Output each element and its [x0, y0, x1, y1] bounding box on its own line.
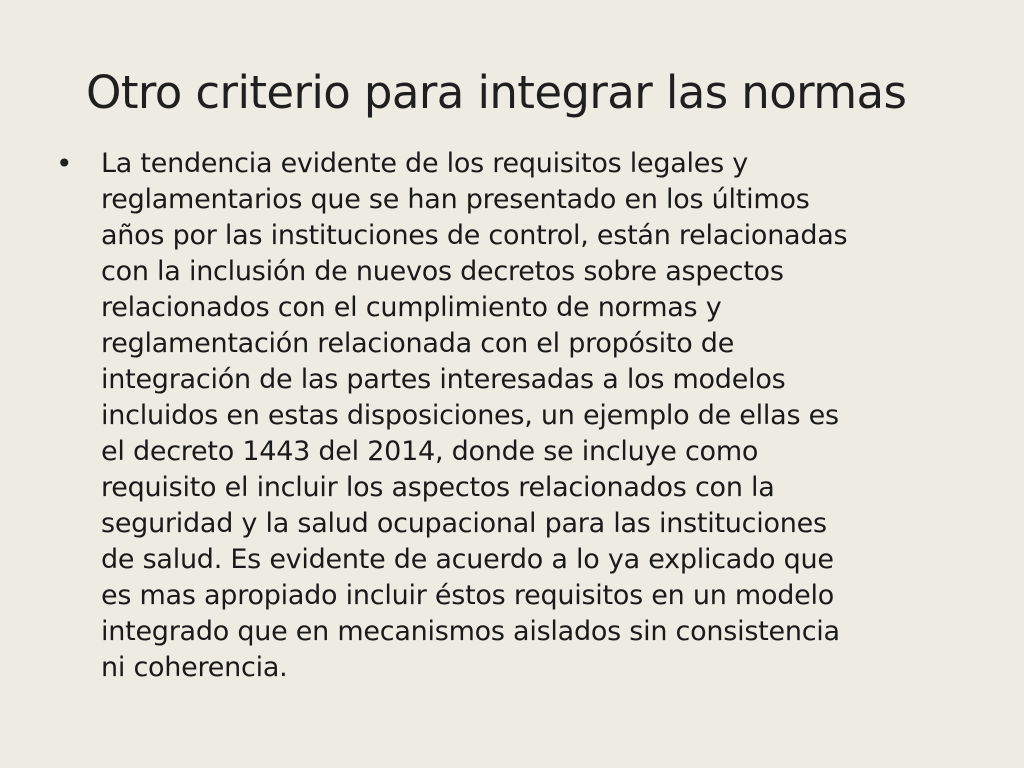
text-line: con la inclusión de nuevos decretos sobre aspectos: [101, 256, 784, 287]
text-line: el decreto 1443 del 2014, donde se incluye como: [101, 436, 759, 467]
text-line: integrado que en mecanismos aislados sin consistencia: [101, 616, 840, 647]
text-line: años por las instituciones de control, están relacionadas: [101, 220, 848, 251]
bullet-list: [56, 146, 996, 686]
text-line: reglamentarios que se han presentado en los últimos: [101, 184, 810, 215]
slide-title: Otro criterio para integrar las normas: [86, 66, 907, 119]
bullet-icon: •: [56, 147, 73, 180]
text-line: requisito el incluir los aspectos relacionados con la: [101, 472, 775, 503]
text-line: es mas apropiado incluir éstos requisitos en un modelo: [101, 580, 834, 611]
text-line: incluidos en estas disposiciones, un ejemplo de ellas es: [101, 400, 839, 431]
text-line: integración de las partes interesadas a los modelos: [101, 364, 786, 395]
text-line: relacionados con el cumplimiento de normas y: [101, 292, 722, 323]
text-line: reglamentación relacionada con el propósito de: [101, 328, 735, 359]
text-line: ni coherencia.: [101, 652, 288, 683]
bullet-item: [56, 146, 996, 686]
text-line: La tendencia evidente de los requisitos legales y: [101, 148, 749, 179]
bullet-text: [101, 146, 986, 686]
text-line: de salud. Es evidente de acuerdo a lo ya explicado que: [101, 544, 834, 575]
text-line: seguridad y la salud ocupacional para las instituciones: [101, 508, 827, 539]
